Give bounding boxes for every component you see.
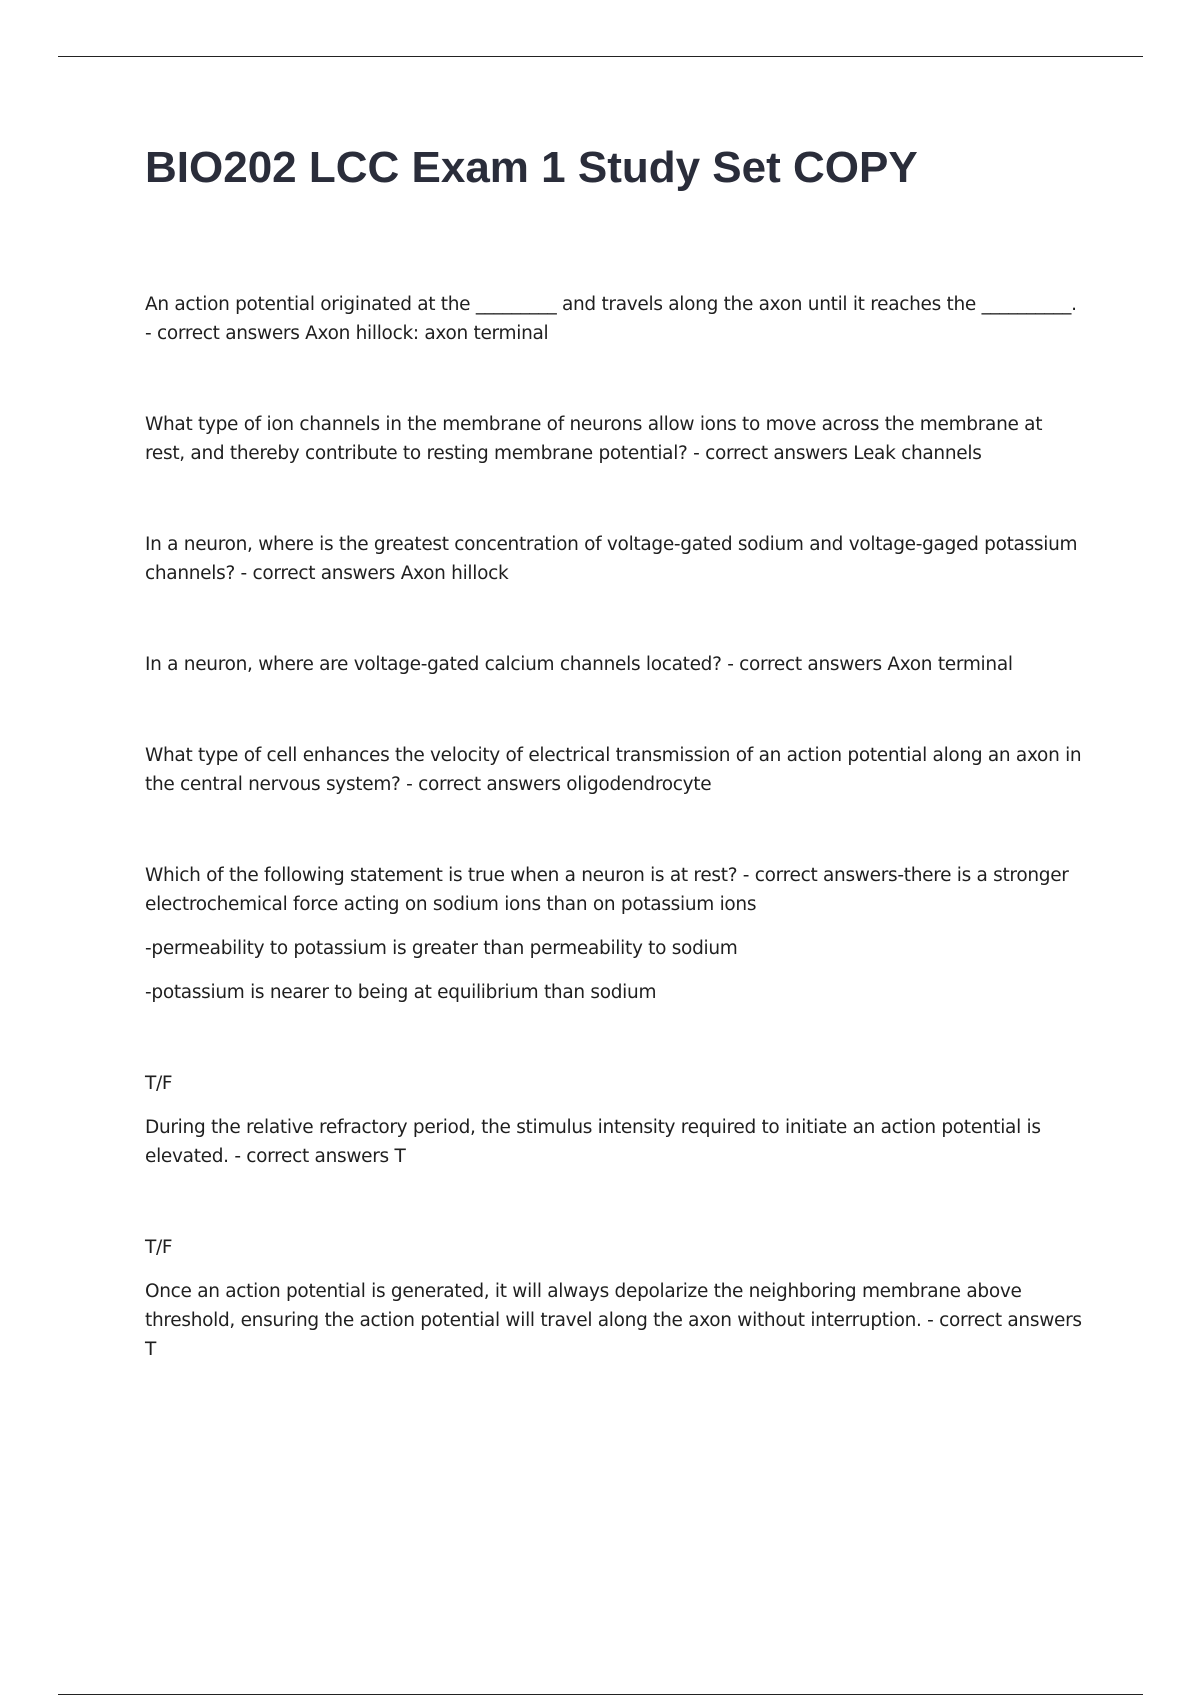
- qa-prefix: T/F: [145, 1073, 173, 1094]
- qa-text: Which of the following statement is true when a neuron is at rest? - correct answers-there is a stronger electrochemical force acting on sodium ions than on potassium ions: [145, 865, 1069, 915]
- page-title: BIO202 LCC Exam 1 Study Set COPY: [145, 143, 918, 192]
- study-set-content: [145, 290, 1085, 1426]
- qa-item: [145, 741, 1085, 799]
- qa-item: [145, 861, 1085, 1007]
- qa-item: [145, 410, 1085, 468]
- qa-item: [145, 530, 1085, 588]
- qa-extra-line: -permeability to potassium is greater than permeability to sodium: [145, 938, 738, 959]
- qa-prefix: T/F: [145, 1237, 173, 1258]
- qa-text: Once an action potential is generated, it will always depolarize the neighboring membrane above threshold, ensuring the action potential will travel along the axon without interruption. - correct answers T: [145, 1281, 1082, 1360]
- qa-text: What type of ion channels in the membrane of neurons allow ions to move across the membrane at rest, and thereby contribute to resting membrane potential? - correct answers Leak channels: [145, 414, 1043, 464]
- qa-text: In a neuron, where is the greatest concentration of voltage-gated sodium and voltage-gaged potassium channels? - correct answers Axon hillock: [145, 534, 1078, 584]
- qa-item: [145, 290, 1085, 348]
- qa-text: During the relative refractory period, the stimulus intensity required to initiate an action potential is elevated. - correct answers T: [145, 1117, 1041, 1167]
- bottom-divider: [58, 1694, 1143, 1695]
- qa-text: In a neuron, where are voltage-gated calcium channels located? - correct answers Axon terminal: [145, 654, 1013, 675]
- qa-item: [145, 650, 1085, 679]
- qa-item: [145, 1069, 1085, 1171]
- qa-text: What type of cell enhances the velocity of electrical transmission of an action potential along an axon in the central nervous system? - correct answers oligodendrocyte: [145, 745, 1082, 795]
- top-divider: [58, 56, 1143, 57]
- qa-text: An action potential originated at the _________ and travels along the axon until it reaches the __________. - correct answers Axon hillock: axon terminal: [145, 294, 1077, 344]
- qa-item: [145, 1233, 1085, 1364]
- qa-extra-line: -potassium is nearer to being at equilibrium than sodium: [145, 982, 657, 1003]
